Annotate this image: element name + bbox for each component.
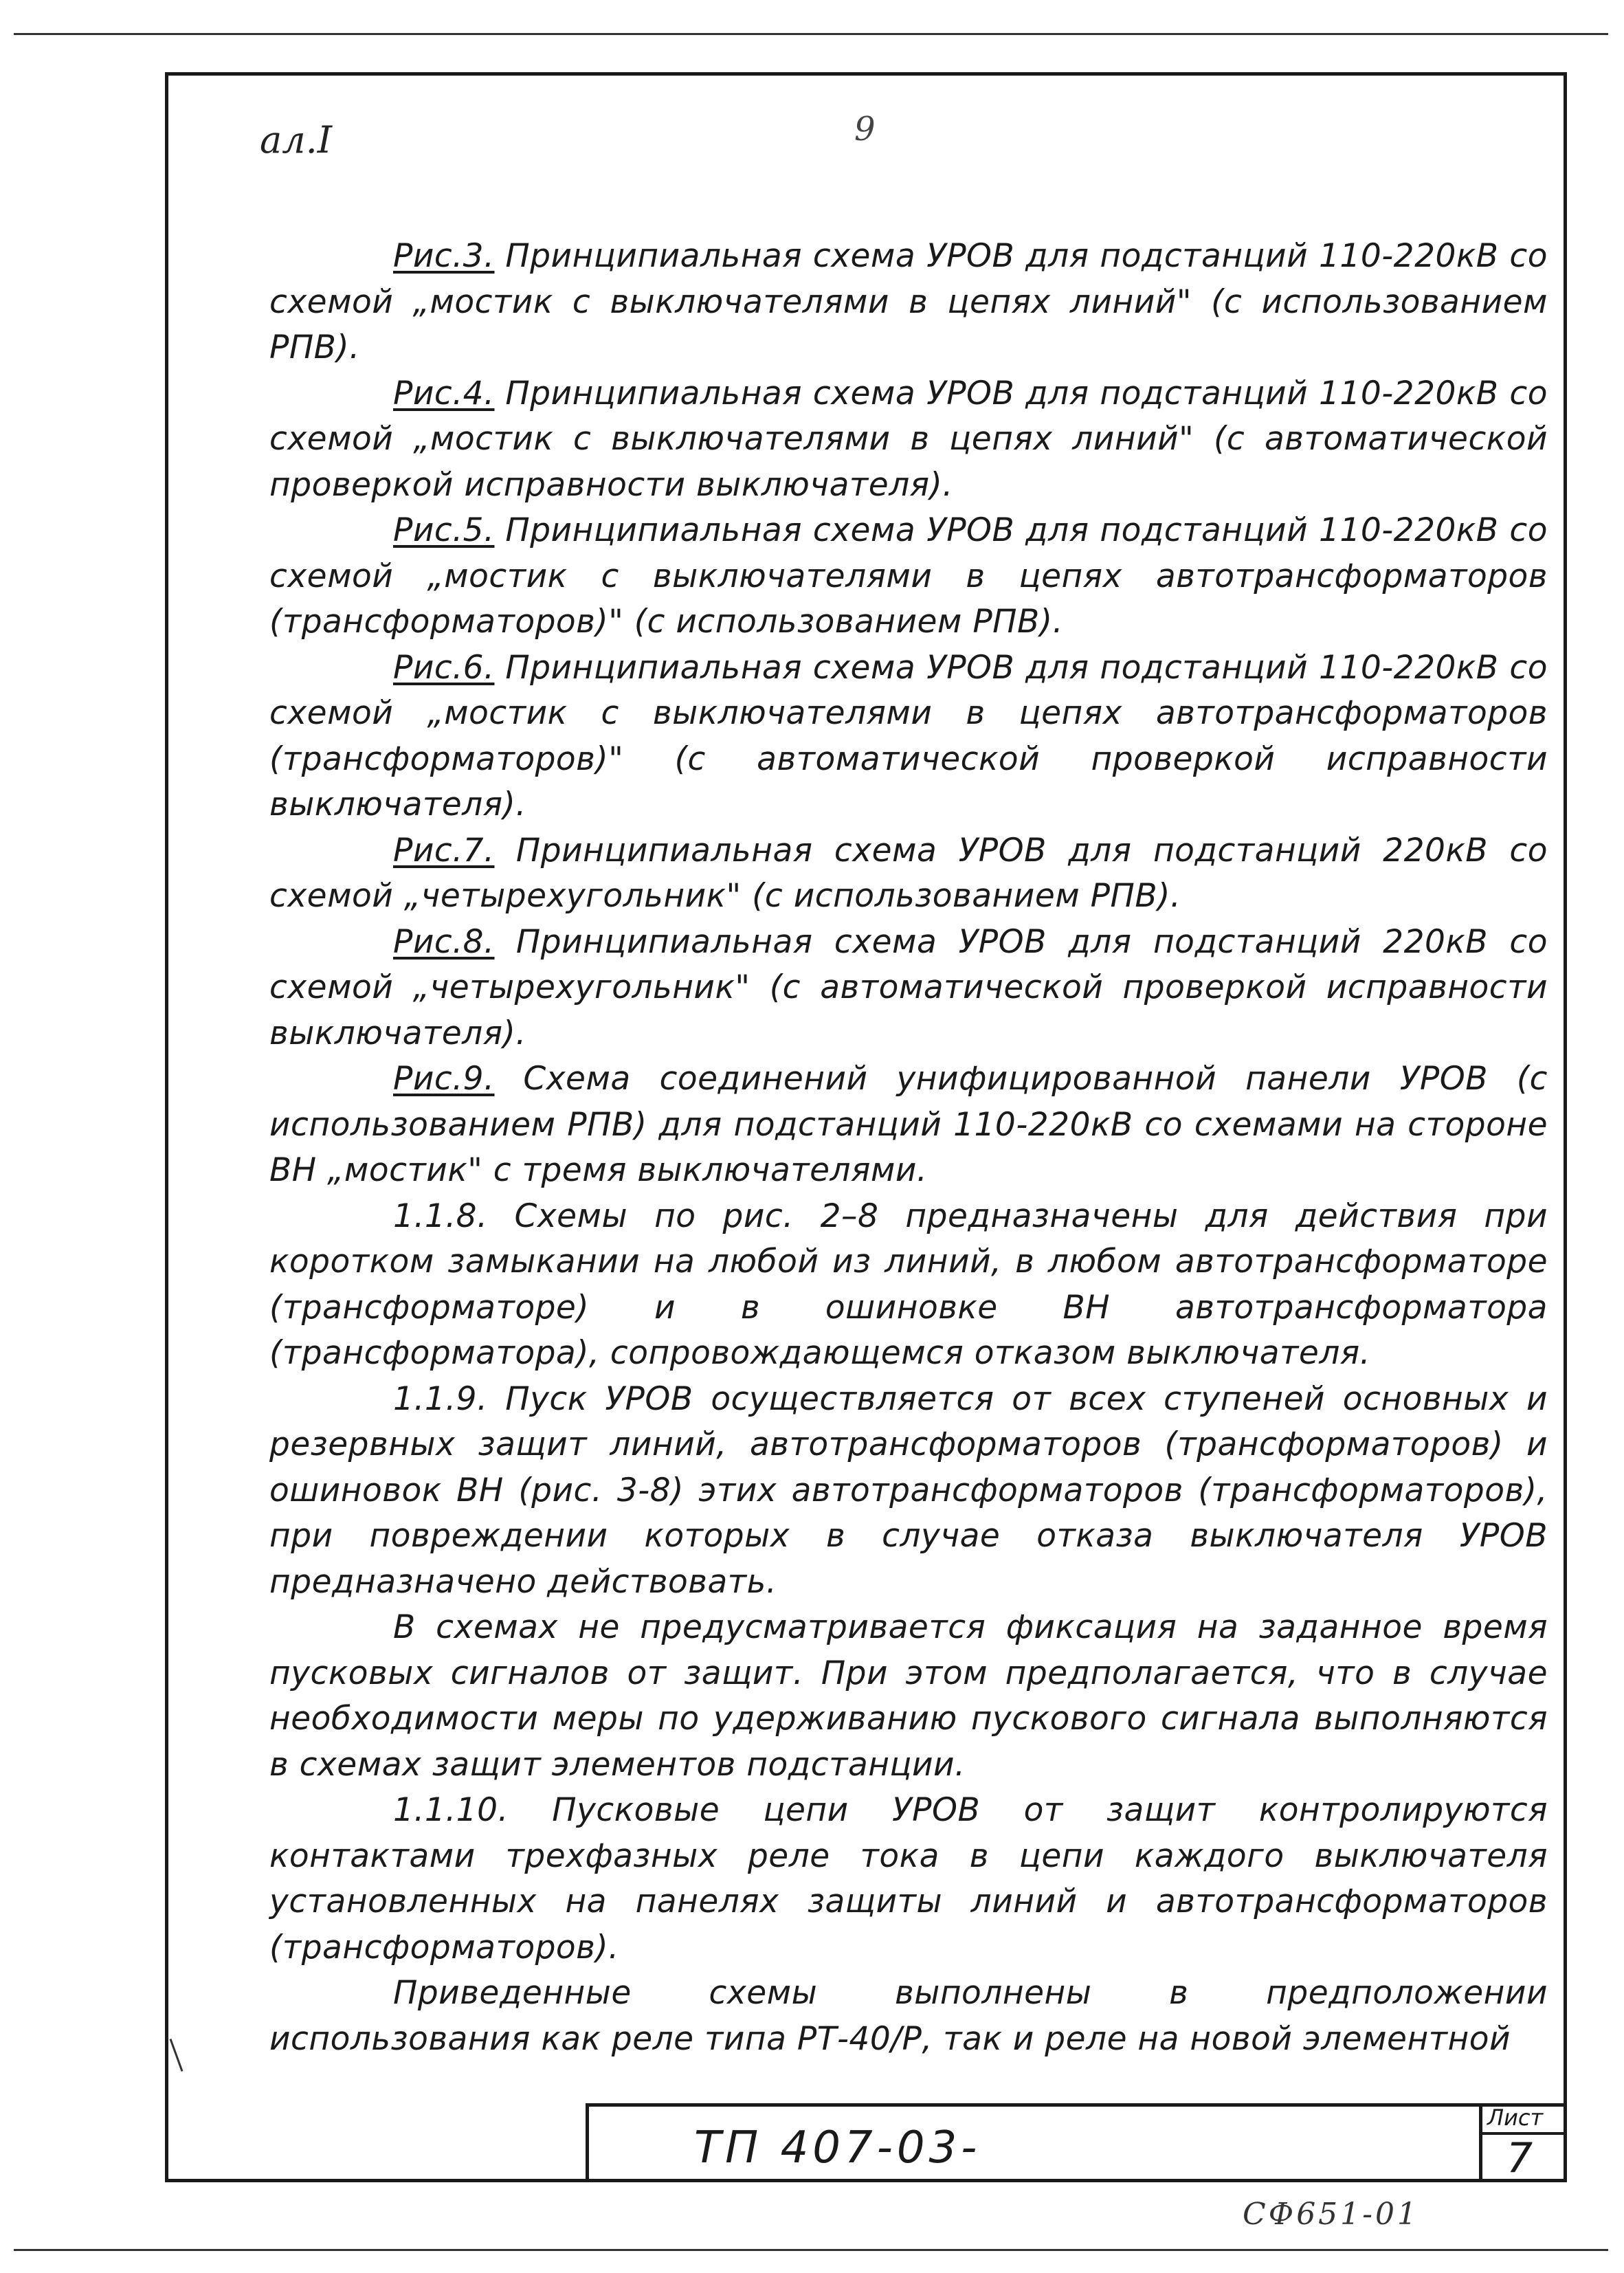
paragraph-text: Схема соединений унифицированной панели УРОВ (с использованием РПВ) для подстанций 110-220кВ со схемами на стороне ВН „мостик" с тремя выключателями.	[269, 1060, 1548, 1189]
paragraph-text: 1.1.9. Пуск УРОВ осуществляется от всех ступеней основных и резервных защит линий, автотрансформаторов (трансформаторов) и ошиновок ВН (рис. 3-8) этих автотрансформаторов (трансформаторов), при повреждении которых в случае отказа выключателя УРОВ предназначено действовать.	[269, 1379, 1548, 1601]
paragraph-text: Принципиальная схема УРОВ для подстанций 220кВ со схемой „четырехугольник" (с автоматической проверкой исправности выключателя).	[269, 922, 1548, 1052]
page-number: 9	[854, 110, 876, 148]
figure-reference: Рис.4.	[393, 374, 495, 412]
paragraph	[269, 1971, 1548, 2062]
figure-reference: Рис.8.	[393, 922, 495, 961]
paragraph	[269, 920, 1548, 1057]
scan-bottom-rule	[14, 2249, 1608, 2251]
paragraph-text: Приведенные схемы выполнены в предположении использования как реле типа РТ-40/Р, так и реле на новой элементной	[269, 1974, 1548, 2058]
paragraph	[269, 828, 1548, 920]
paragraph-text: Принципиальная схема УРОВ для подстанций 110-220кВ со схемой „мостик с выключателями в цепях линий" (с использованием РПВ).	[269, 237, 1548, 366]
figure-reference: Рис.3.	[393, 237, 495, 275]
figure-reference: Рис.7.	[393, 831, 495, 869]
paragraph-text: Принципиальная схема УРОВ для подстанций 220кВ со схемой „четырехугольник" (с использованием РПВ).	[269, 831, 1548, 915]
figure-reference: Рис.9.	[393, 1060, 495, 1098]
corner-note: ал.I	[260, 118, 333, 162]
sheet-number: 7	[1506, 2134, 1533, 2182]
paragraph	[269, 508, 1548, 645]
paragraph-text: Принципиальная схема УРОВ для подстанций 110-220кВ со схемой „мостик с выключателями в цепях автотрансформаторов (трансформаторов)" (с автоматической проверкой исправности выключателя).	[269, 648, 1548, 823]
paragraph	[269, 1788, 1548, 1971]
archive-code: СФ651-01	[1243, 2197, 1420, 2232]
paragraph	[269, 234, 1548, 371]
figure-reference: Рис.6.	[393, 648, 495, 687]
scan-top-rule	[14, 33, 1608, 35]
body-text	[269, 234, 1548, 2062]
paragraph	[269, 1377, 1548, 1606]
paragraph	[269, 1056, 1548, 1194]
paragraph-text: 1.1.8. Схемы по рис. 2–8 предназначены для действия при коротком замыкании на любой из линий, в любом автотрансформаторе (трансформаторе) и в ошиновке ВН автотрансформатора (трансформатора), сопровождающемся отказом выключателя.	[269, 1197, 1548, 1372]
sheet-label: Лист	[1487, 2105, 1544, 2131]
paragraph-text: Принципиальная схема УРОВ для подстанций 110-220кВ со схемой „мостик с выключателями в цепях автотрансформаторов (трансформаторов)" (с использованием РПВ).	[269, 511, 1548, 641]
paragraph-text: 1.1.10. Пусковые цепи УРОВ от защит контролируются контактами трехфазных реле тока в цепи каждого выключателя установленных на панелях защиты линий и автотрансформаторов (трансформаторов).	[269, 1791, 1548, 1966]
paragraph	[269, 1605, 1548, 1788]
paragraph	[269, 1194, 1548, 1377]
paragraph-text: В схемах не предусматривается фиксация на заданное время пусковых сигналов от защит. При этом предполагается, что в случае необходимости меры по удерживанию пускового сигнала выполняются в схемах защит элементов подстанции.	[269, 1608, 1548, 1784]
paragraph	[269, 645, 1548, 828]
figure-reference: Рис.5.	[393, 511, 495, 549]
paragraph-text: Принципиальная схема УРОВ для подстанций 110-220кВ со схемой „мостик с выключателями в цепях линий" (с автоматической проверкой исправности выключателя).	[269, 374, 1548, 504]
document-code: ТП 407-03-	[694, 2122, 981, 2173]
paragraph	[269, 371, 1548, 509]
